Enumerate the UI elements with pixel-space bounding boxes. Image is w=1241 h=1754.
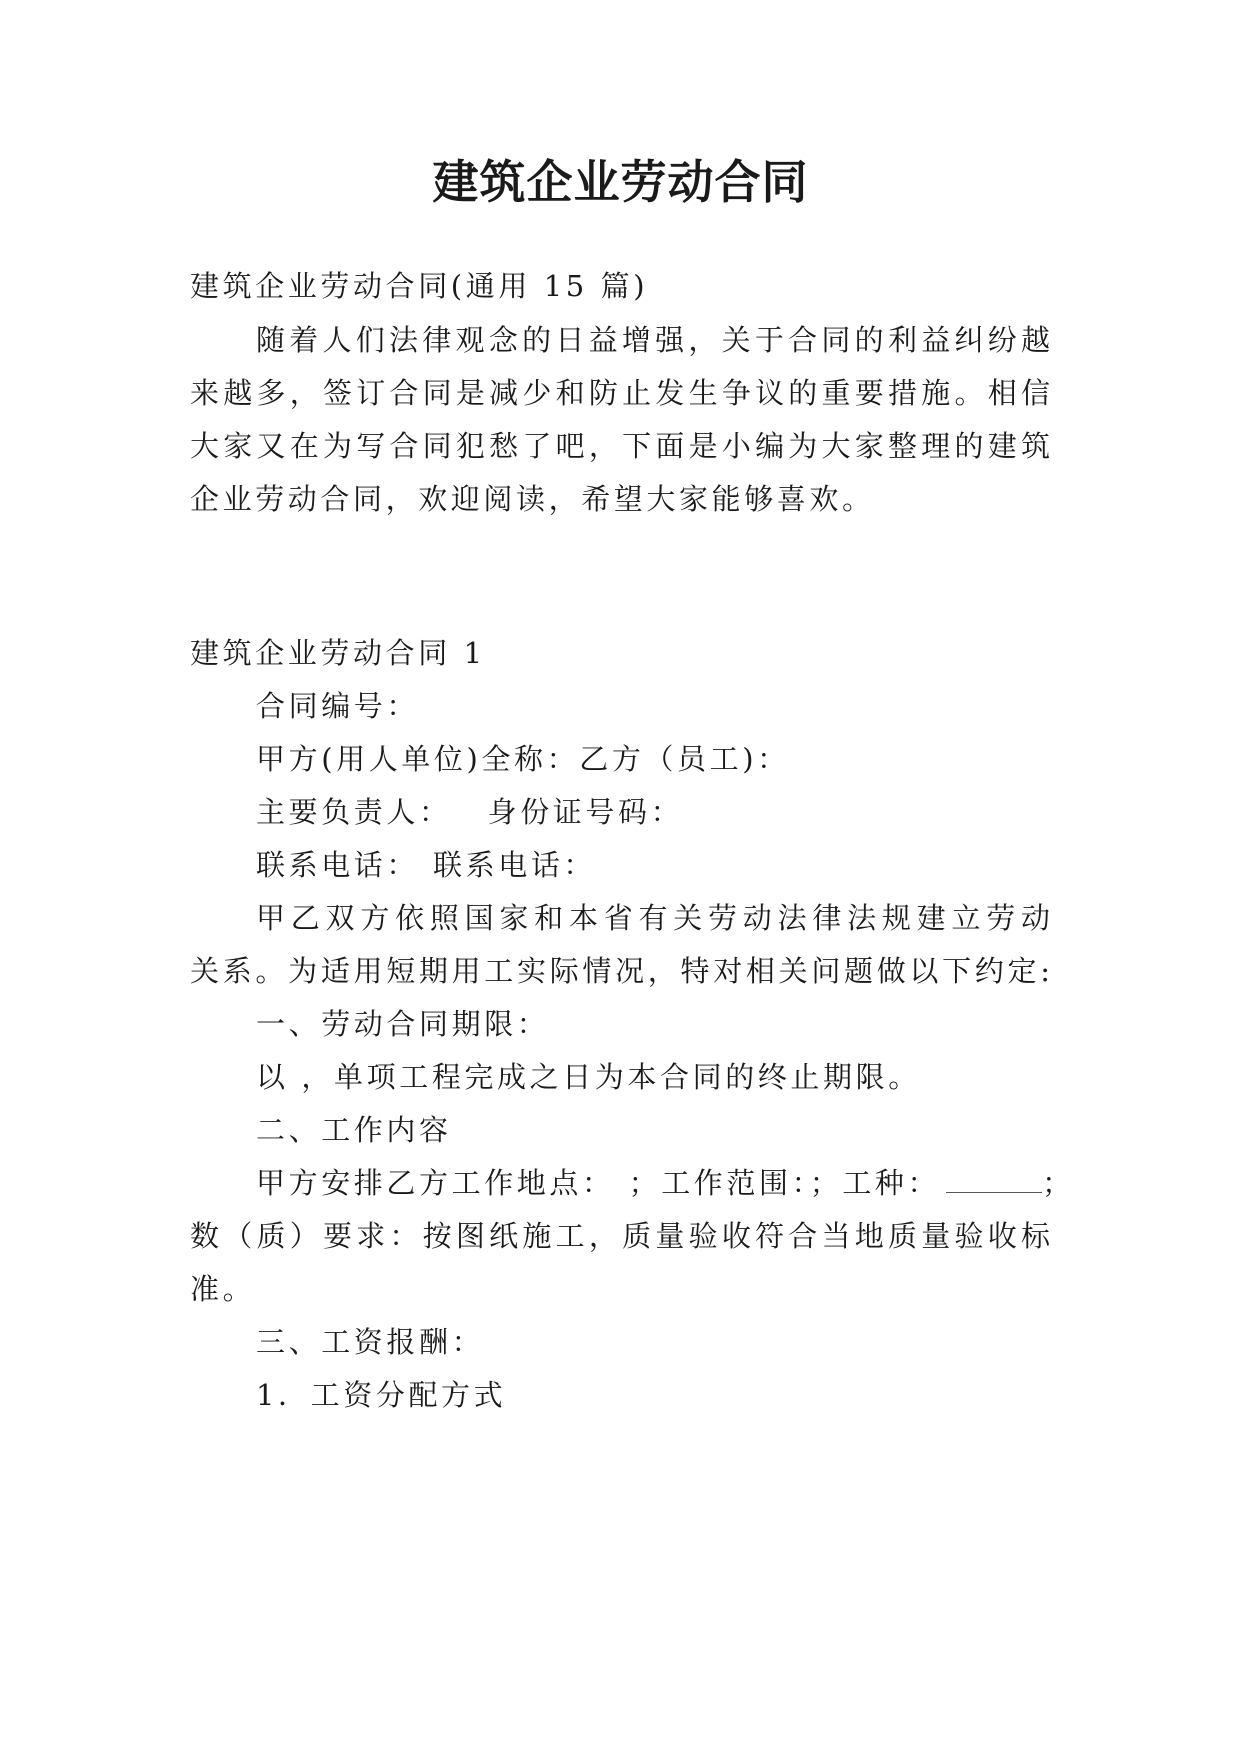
work-location-label: 甲方安排乙方工作地点： — [256, 1166, 615, 1200]
work-type-blank — [946, 1170, 1042, 1193]
intro-line: 大家又在为写合同犯愁了吧，下面是小编为大家整理的建筑 — [190, 429, 1050, 463]
principal-row — [256, 792, 683, 832]
term-text: 以 ，单项工程完成之日为本合同的终止期限。 — [256, 1060, 921, 1094]
agreement-line: 甲乙双方依照国家和本省有关劳动法律法规建立劳动 — [256, 901, 1050, 935]
party-a-fullname-label: 甲方(用人单位)全称：乙方（员工)： — [256, 742, 790, 776]
work-requirement-line: 数（质）要求：按图纸施工，质量验收符合当地质量验收标 — [190, 1219, 1050, 1253]
work-type-label: ；工种： — [809, 1166, 941, 1200]
wage-heading: 三、工资报酬： — [256, 1325, 485, 1359]
term-heading: 一、劳动合同期限： — [256, 1007, 550, 1041]
phone-label-b: 联系电话： — [433, 848, 597, 882]
phone-label-a: 联系电话： — [256, 848, 420, 882]
wage-item: 1．工资分配方式 — [256, 1378, 507, 1412]
agreement-line: 关系。为适用短期用工实际情况，特对相关问题做以下约定: — [190, 954, 1050, 988]
contract-number-label: 合同编号： — [256, 689, 420, 723]
principal-label: 主要负责人： — [256, 795, 452, 829]
intro-line: 企业劳动合同，欢迎阅读，希望大家能够喜欢。 — [190, 482, 875, 516]
document-title: 建筑企业劳动合同 — [432, 155, 809, 209]
intro-line: 来越多，签订合同是减少和防止发生争议的重要措施。相信 — [190, 376, 1050, 410]
phone-row — [256, 845, 596, 885]
work-requirement-line: 准。 — [190, 1272, 256, 1306]
work-heading: 二、工作内容 — [256, 1113, 452, 1147]
work-type-end: ； — [1042, 1166, 1075, 1200]
intro-line: 随着人们法律观念的日益增强，关于合同的利益纠纷越 — [256, 323, 1050, 357]
work-scope-label: ；工作范围： — [628, 1166, 810, 1200]
work-location-row — [256, 1163, 1075, 1203]
section-heading: 建筑企业劳动合同 1 — [190, 636, 486, 670]
id-number-label: 身份证号码： — [487, 795, 684, 829]
document-subtitle: 建筑企业劳动合同(通用 15 篇) — [190, 269, 649, 303]
